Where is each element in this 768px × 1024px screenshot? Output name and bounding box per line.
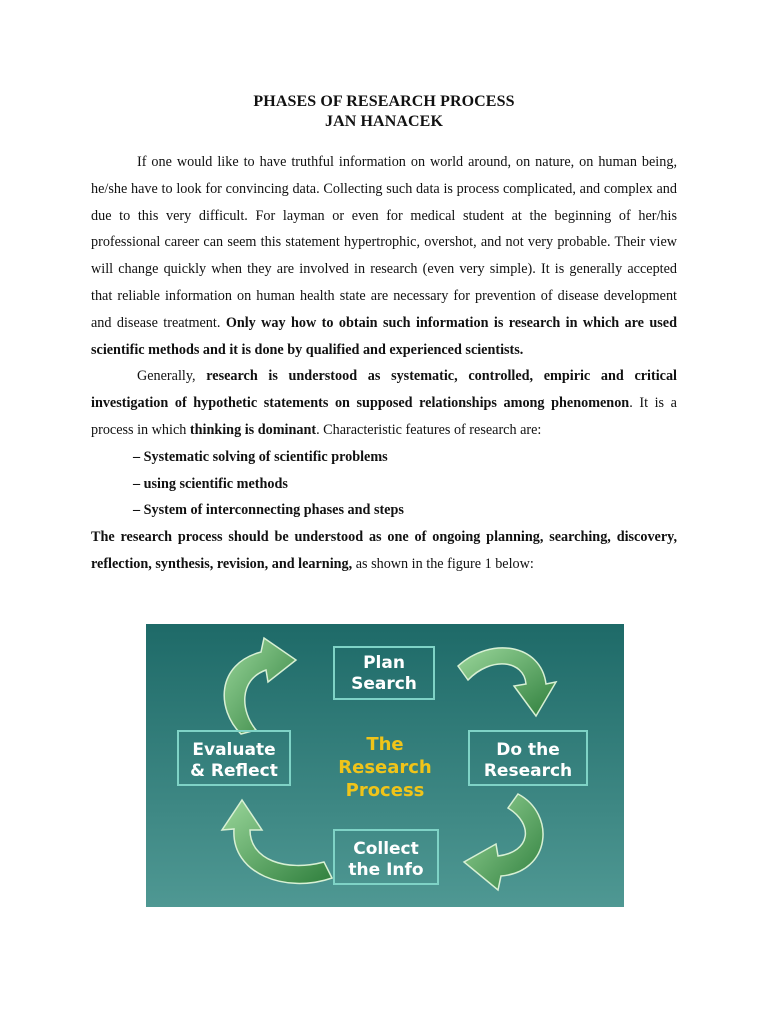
center-label-line1: The — [366, 734, 404, 755]
paragraph-process — [91, 524, 677, 578]
paragraph-intro — [91, 149, 677, 363]
step-evaluate-line1: Evaluate — [192, 740, 276, 760]
step-do-research-line2: Research — [483, 761, 573, 781]
center-label-line2: Research — [338, 757, 432, 778]
feature-list — [91, 444, 677, 524]
paragraph-intro-text: If one would like to have truthful information on world around, on nature, on human being, he/she have to look for convincing data. Collecting such data is process complicated, and complex and due to this very difficult. For layman or even for medical student at the beginning of her/his professional career can seem this statement hypertrophic, overshot, and not very probable. Their view will change quickly when they are involved in research (even very simple). It is generally accepted that reliable information on human health state are necessary for prevention of disease development and disease treatment. — [91, 154, 677, 331]
research-process-figure — [146, 624, 624, 907]
list-item: – Systematic solving of scientific problems — [133, 448, 388, 465]
step-collect-line1: Collect — [353, 839, 419, 859]
document-author: JAN HANACEK — [325, 113, 443, 130]
definition-thinking: thinking is dominant — [189, 421, 317, 438]
definition-mid: . It is a process in which — [91, 395, 677, 438]
definition-tail: . Characteristic features of research are: — [316, 421, 542, 438]
paragraph-definition — [91, 363, 677, 443]
document-body — [91, 149, 677, 578]
definition-bold: research is understood as systematic, controlled, empiric and critical investigation of hypothetic statements on supposed relationships among phenomenon — [91, 368, 677, 412]
process-bold: The research process should be understood as one of ongoing planning, searching, discovery, reflection, synthesis, revision, and learning, — [91, 529, 677, 572]
step-evaluate-reflect — [178, 731, 290, 785]
document-title: PHASES OF RESEARCH PROCESS — [253, 93, 515, 110]
list-item: – using scientific methods — [133, 475, 288, 492]
step-plan-search-line2: Search — [351, 674, 417, 694]
process-normal: as shown in the figure 1 below: — [352, 555, 534, 572]
step-evaluate-line2: & Reflect — [190, 761, 278, 781]
research-process-diagram — [146, 624, 624, 907]
list-item: – System of interconnecting phases and steps — [133, 502, 404, 519]
center-label-line3: Process — [345, 780, 425, 801]
definition-lead: Generally, — [137, 368, 207, 385]
paragraph-intro-bold: Only way how to obtain such information is research in which are used scientific methods and it is done by qualified and experienced scientists. — [91, 314, 677, 358]
step-plan-search-line1: Plan — [363, 653, 405, 673]
step-do-research-line1: Do the — [496, 740, 560, 760]
step-collect-line2: the Info — [348, 860, 424, 880]
